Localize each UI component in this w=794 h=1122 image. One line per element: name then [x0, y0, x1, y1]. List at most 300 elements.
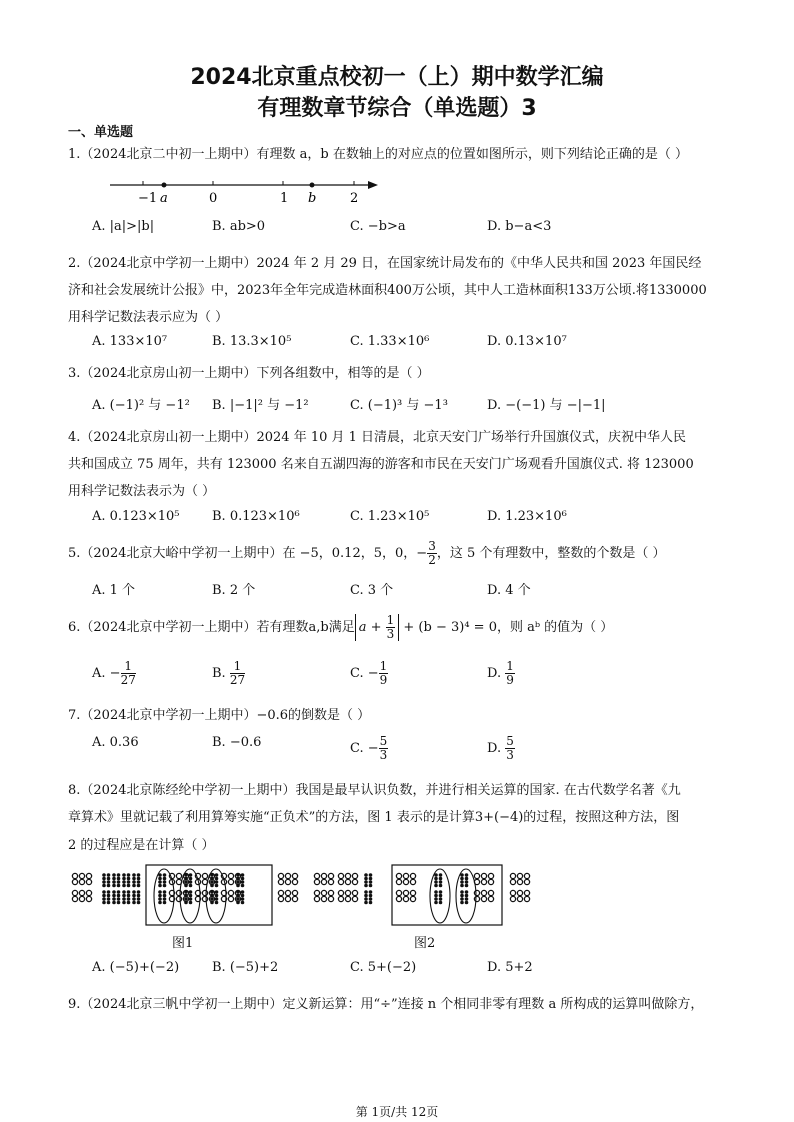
rod-ring	[176, 896, 181, 901]
rod-dot	[112, 897, 116, 901]
rod-dot	[460, 890, 464, 894]
rod-ring	[79, 873, 84, 878]
rod-ring	[228, 879, 233, 884]
q6-option-b[interactable]	[212, 660, 245, 687]
rod-dot	[439, 880, 443, 884]
question-2-line-3: 用科学记数法表示应为（ ）	[68, 310, 229, 325]
rod-dot	[210, 901, 214, 905]
rod-dot	[137, 894, 141, 898]
rod-ring	[517, 879, 522, 884]
rod-dot	[210, 873, 214, 877]
q8-option-a[interactable]: A. (−5)+(−2)	[92, 960, 180, 975]
q7-option-a[interactable]	[92, 735, 139, 750]
rod-dot	[132, 884, 136, 888]
rod-dot	[184, 901, 188, 905]
option-fraction	[230, 660, 245, 687]
rod-dot	[465, 880, 469, 884]
question-4-line-2: 共和国成立 75 周年，共有 123000 名来自五湖四海的游客和市民在天安门广场观看升国旗仪式. 将 123000	[68, 457, 694, 472]
rod-dot	[189, 877, 193, 881]
question-1-text: 1.（2024北京二中初一上期中）有理数 a，b 在数轴上的对应点的位置如图所示，则下列结论正确的是（ ）	[68, 147, 688, 162]
rod-dot	[163, 877, 167, 881]
rod-dot	[460, 880, 464, 884]
rod-ring	[352, 879, 357, 884]
document-subtitle: 有理数章节综合（单选题）3	[257, 96, 537, 121]
rod-ring	[86, 890, 91, 895]
rod-ring	[86, 879, 91, 884]
rod-ring	[86, 896, 91, 901]
option-value: −0.6	[229, 735, 262, 750]
q2-option-c[interactable]: C. 1.33×10⁶	[350, 334, 430, 349]
q1-option-b[interactable]: B. ab>0	[212, 219, 266, 234]
rod-ring	[176, 873, 181, 878]
q2-option-b[interactable]: B. 13.3×10⁵	[212, 334, 292, 349]
rod-ring	[292, 890, 297, 895]
counting-rods-figure-2	[312, 864, 542, 928]
rod-dot	[236, 894, 240, 898]
rod-dot	[210, 890, 214, 894]
axis-label: b	[308, 191, 317, 206]
rod-ring	[228, 896, 233, 901]
rod-dot	[364, 894, 368, 898]
q2-option-a[interactable]: A. 133×10⁷	[92, 334, 168, 349]
rod-dot	[117, 890, 121, 894]
rod-dot	[236, 884, 240, 888]
rod-dot	[364, 897, 368, 901]
q5-option-b[interactable]: B. 2 个	[212, 583, 256, 598]
rod-dot	[460, 894, 464, 898]
axis-label: 0	[209, 191, 218, 206]
rod-dot	[122, 894, 126, 898]
rod-dot	[132, 894, 136, 898]
rod-dot	[117, 884, 121, 888]
rod-dot	[439, 894, 443, 898]
rod-dot	[465, 897, 469, 901]
rod-ring	[396, 873, 401, 878]
option-label: B.	[212, 735, 230, 750]
rod-ring	[396, 896, 401, 901]
rod-dot	[364, 901, 368, 905]
fraction-denominator: 3	[379, 748, 388, 762]
rod-dot	[236, 880, 240, 884]
rod-ring	[86, 873, 91, 878]
rod-dot	[158, 897, 162, 901]
rod-ring	[352, 873, 357, 878]
rod-ring	[202, 896, 207, 901]
rod-dot	[137, 897, 141, 901]
rod-dot	[215, 890, 219, 894]
q3-option-d[interactable]: D. −(−1) 与 −|−1|	[487, 398, 606, 413]
rod-dot	[460, 884, 464, 888]
rod-dot	[236, 901, 240, 905]
rod-dot	[210, 877, 214, 881]
fraction-denominator: 3	[506, 748, 514, 762]
rod-ring	[410, 896, 415, 901]
rod-dot	[241, 884, 245, 888]
rod-dot	[236, 873, 240, 877]
document-title: 2024北京重点校初一（上）期中数学汇编	[190, 65, 604, 90]
rod-dot	[112, 873, 116, 877]
option-sign: −	[109, 666, 121, 681]
rod-ring	[292, 873, 297, 878]
rod-dot	[127, 901, 131, 905]
number-line-figure	[100, 172, 390, 208]
rod-dot	[107, 873, 111, 877]
rod-dot	[364, 884, 368, 888]
rod-dot	[434, 880, 438, 884]
rod-dot	[236, 877, 240, 881]
fraction-numerator: 3	[428, 539, 436, 553]
q6-option-d[interactable]	[487, 660, 515, 687]
rod-dot	[117, 880, 121, 884]
rod-dot	[112, 890, 116, 894]
rod-dot	[127, 880, 131, 884]
rod-ring	[524, 873, 529, 878]
rod-dot	[112, 901, 116, 905]
rod-ring	[328, 890, 333, 895]
rod-dot	[364, 880, 368, 884]
q1-option-d[interactable]: D. b−a<3	[487, 219, 552, 234]
rod-ring	[321, 896, 326, 901]
fraction-numerator: 1	[379, 659, 388, 673]
rod-dot	[465, 877, 469, 881]
section-heading: 一、单选题	[68, 125, 134, 140]
rod-dot	[107, 890, 111, 894]
rod-dot	[163, 880, 167, 884]
rod-dot	[137, 880, 141, 884]
rod-dot	[369, 873, 373, 877]
rod-dot	[137, 877, 141, 881]
rod-dot	[184, 873, 188, 877]
rod-dot	[189, 897, 193, 901]
rod-dot	[163, 884, 167, 888]
rod-dot	[241, 901, 245, 905]
rod-dot	[460, 901, 464, 905]
rod-dot	[364, 873, 368, 877]
rod-ring	[524, 879, 529, 884]
q6-option-c[interactable]	[350, 660, 388, 687]
rod-ring	[352, 896, 357, 901]
rod-dot	[465, 894, 469, 898]
rod-dot	[210, 897, 214, 901]
rod-dot	[215, 877, 219, 881]
rod-dot	[189, 894, 193, 898]
rod-ring	[410, 873, 415, 878]
rod-ring	[410, 879, 415, 884]
rod-ring	[314, 873, 319, 878]
rod-dot	[102, 890, 106, 894]
rod-dot	[465, 884, 469, 888]
rod-ring	[524, 890, 529, 895]
q1-option-c[interactable]: C. −b>a	[350, 219, 406, 234]
q4-option-a[interactable]: A. 0.123×10⁵	[92, 509, 180, 524]
figure-2-caption: 图2	[414, 936, 436, 951]
rod-ring	[292, 879, 297, 884]
rod-dot	[439, 897, 443, 901]
q1-option-a[interactable]: A. |a|>|b|	[92, 219, 155, 234]
rod-dot	[117, 873, 121, 877]
rod-dot	[132, 897, 136, 901]
rod-dot	[158, 880, 162, 884]
rod-dot	[434, 890, 438, 894]
q5-fraction-sign: −	[416, 546, 428, 561]
option-value: 0.36	[109, 735, 139, 750]
q6-option-a[interactable]	[92, 660, 136, 687]
rod-ring	[517, 896, 522, 901]
rod-dot	[107, 897, 111, 901]
option-sign: −	[367, 666, 379, 681]
rod-dot	[122, 884, 126, 888]
rod-ring	[228, 873, 233, 878]
fraction-numerator: 5	[506, 734, 514, 748]
rod-dot	[184, 890, 188, 894]
rod-dot	[102, 894, 106, 898]
question-7-text: 7.（2024北京中学初一上期中）−0.6的倒数是（ ）	[68, 708, 371, 723]
question-8-line-2: 章算术》里就记载了利用算筹实施“正负术”的方法，图 1 表示的是计算3+(−4)的过程，按照这种方法，图	[68, 810, 680, 825]
question-8-line-1: 8.（2024北京陈经纶中学初一上期中）我国是最早认识负数，并进行相关运算的国家. 在古代数学名著《九	[68, 783, 681, 798]
fraction-denominator: 27	[229, 673, 246, 687]
q7-option-c[interactable]	[350, 735, 388, 762]
rod-dot	[107, 877, 111, 881]
rod-ring	[338, 896, 343, 901]
option-label: A.	[92, 735, 110, 750]
question-9-text: 9.（2024北京三帆中学初一上期中）定义新运算：用“÷”连接 n 个相同非零有理数 a 所构成的运算叫做除方，	[68, 997, 704, 1012]
rod-ring	[517, 873, 522, 878]
rod-dot	[107, 884, 111, 888]
rod-dot	[184, 884, 188, 888]
rod-ring	[474, 890, 479, 895]
q7-option-d[interactable]	[487, 735, 515, 762]
q3-option-c[interactable]: C. (−1)³ 与 −1³	[350, 398, 448, 413]
rod-dot	[215, 884, 219, 888]
rod-dot	[369, 894, 373, 898]
q5-fraction	[427, 540, 437, 567]
rod-dot	[434, 877, 438, 881]
rod-ring	[410, 890, 415, 895]
rod-dot	[102, 884, 106, 888]
rod-dot	[215, 894, 219, 898]
rod-dot	[460, 877, 464, 881]
question-4-line-1: 4.（2024北京房山初一上期中）2024 年 10 月 1 日清晨，北京天安门广场举行升国旗仪式，庆祝中华人民	[68, 430, 687, 445]
rod-dot	[364, 890, 368, 894]
rod-dot	[215, 901, 219, 905]
rod-dot	[122, 890, 126, 894]
rod-ring	[396, 879, 401, 884]
q3-option-a[interactable]: A. (−1)² 与 −1²	[92, 398, 190, 413]
rod-ring	[285, 896, 290, 901]
option-label: B.	[212, 666, 230, 681]
rod-dot	[465, 901, 469, 905]
rod-dot	[434, 897, 438, 901]
rod-dot	[163, 894, 167, 898]
rod-dot	[122, 873, 126, 877]
rod-ring	[72, 890, 77, 895]
rod-ring	[321, 890, 326, 895]
rod-ring	[474, 896, 479, 901]
rod-dot	[127, 894, 131, 898]
rod-dot	[189, 884, 193, 888]
question-6-text	[68, 614, 728, 641]
rod-dot	[369, 897, 373, 901]
fraction-denominator: 27	[120, 673, 136, 687]
rod-ring	[338, 879, 343, 884]
rod-ring	[481, 873, 486, 878]
rod-dot	[132, 873, 136, 877]
rod-dot	[439, 877, 443, 881]
q3-option-b[interactable]: B. |−1|² 与 −1²	[212, 398, 309, 413]
rod-dot	[107, 894, 111, 898]
option-label: C.	[350, 666, 368, 681]
rod-dot	[112, 877, 116, 881]
rod-dot	[132, 877, 136, 881]
rod-ring	[396, 890, 401, 895]
rod-ring	[510, 879, 515, 884]
q4-option-c[interactable]: C. 1.23×10⁵	[350, 509, 430, 524]
fraction-numerator: 1	[386, 613, 395, 627]
rod-dot	[117, 894, 121, 898]
rod-dot	[189, 890, 193, 894]
rod-dot	[163, 873, 167, 877]
rod-dot	[132, 901, 136, 905]
option-label: D.	[487, 666, 506, 681]
fraction-numerator: 1	[121, 660, 136, 674]
rod-dot	[215, 880, 219, 884]
rod-dot	[189, 873, 193, 877]
rod-dot	[102, 897, 106, 901]
fraction-denominator: 2	[428, 553, 436, 567]
rod-ring	[79, 879, 84, 884]
rod-dot	[364, 877, 368, 881]
q5-option-c[interactable]: C. 3 个	[350, 583, 394, 598]
rod-ring	[345, 873, 350, 878]
q7-option-b[interactable]	[212, 735, 261, 750]
figure-1-caption: 图1	[172, 936, 194, 951]
rod-dot	[210, 880, 214, 884]
rod-ring	[328, 873, 333, 878]
rod-dot	[434, 894, 438, 898]
rod-dot	[112, 894, 116, 898]
axis-label: a	[160, 191, 168, 206]
rod-dot	[241, 894, 245, 898]
rod-dot	[460, 873, 464, 877]
fraction-denominator: 9	[379, 673, 388, 687]
rod-dot	[127, 884, 131, 888]
rod-dot	[137, 890, 141, 894]
q4-option-d[interactable]: D. 1.23×10⁶	[487, 509, 567, 524]
q8-option-c[interactable]: C. 5+(−2)	[350, 960, 417, 975]
fraction-numerator: 1	[230, 660, 245, 674]
rod-ring	[321, 879, 326, 884]
rod-dot	[163, 901, 167, 905]
rod-dot	[434, 873, 438, 877]
rod-dot	[127, 890, 131, 894]
option-fraction	[379, 660, 389, 687]
q5-option-d[interactable]: D. 4 个	[487, 583, 531, 598]
rod-dot	[215, 873, 219, 877]
rod-dot	[434, 901, 438, 905]
rod-dot	[184, 894, 188, 898]
rod-ring	[79, 890, 84, 895]
rod-ring	[314, 890, 319, 895]
rod-ring	[345, 890, 350, 895]
q4-option-b[interactable]: B. 0.123×10⁶	[212, 509, 300, 524]
rod-dot	[127, 873, 131, 877]
rod-ring	[352, 890, 357, 895]
fraction-numerator: 5	[379, 734, 388, 748]
fraction-denominator: 9	[506, 673, 514, 687]
q6-prefix: 6.（2024北京中学初一上期中）若有理数a,b满足	[68, 620, 355, 635]
rod-dot	[158, 894, 162, 898]
rod-dot	[184, 877, 188, 881]
rod-dot	[210, 894, 214, 898]
rod-dot	[107, 880, 111, 884]
rod-ring	[314, 879, 319, 884]
q8-option-b[interactable]: B. (−5)+2	[212, 960, 279, 975]
option-label: A.	[92, 666, 110, 681]
rod-ring	[403, 873, 408, 878]
rod-ring	[474, 879, 479, 884]
rod-ring	[285, 890, 290, 895]
rod-ring	[345, 896, 350, 901]
question-2-line-2: 济和社会发展统计公报》中，2023年全年完成造林面积400万公顷，其中人工造林面积133万公顷.将1330000	[68, 283, 707, 298]
rod-ring	[176, 890, 181, 895]
question-5-text	[68, 540, 728, 567]
rod-dot	[137, 884, 141, 888]
q6-absolute-value	[355, 614, 400, 641]
rod-dot	[369, 884, 373, 888]
rod-dot	[434, 884, 438, 888]
rod-ring	[278, 873, 283, 878]
rod-dot	[102, 880, 106, 884]
rod-ring	[338, 873, 343, 878]
rod-ring	[202, 890, 207, 895]
rod-dot	[122, 877, 126, 881]
option-label: D.	[487, 741, 506, 756]
rod-ring	[403, 896, 408, 901]
q5-option-a[interactable]: A. 1 个	[92, 583, 136, 598]
question-2-line-1: 2.（2024北京中学初一上期中）2024 年 2 月 29 日，在国家统计局发布的《中华人民共和国 2023 年国民经	[68, 256, 702, 271]
rod-ring	[278, 890, 283, 895]
rod-dot	[189, 880, 193, 884]
q2-option-d[interactable]: D. 0.13×10⁷	[487, 334, 567, 349]
rod-dot	[439, 873, 443, 877]
rod-dot	[189, 901, 193, 905]
rod-dot	[184, 880, 188, 884]
rod-dot	[369, 890, 373, 894]
option-label: C.	[350, 741, 368, 756]
rod-dot	[465, 890, 469, 894]
rod-dot	[241, 880, 245, 884]
rod-dot	[137, 901, 141, 905]
rod-dot	[102, 873, 106, 877]
rod-dot	[163, 897, 167, 901]
rod-ring	[474, 873, 479, 878]
rod-ring	[338, 890, 343, 895]
rod-ring	[345, 879, 350, 884]
q8-option-d[interactable]: D. 5+2	[487, 960, 533, 975]
rod-ring	[278, 879, 283, 884]
rod-ring	[403, 890, 408, 895]
rod-ring	[328, 896, 333, 901]
question-3-text: 3.（2024北京房山初一上期中）下列各组数中，相等的是（ ）	[68, 366, 430, 381]
rod-ring	[278, 896, 283, 901]
rod-ring	[510, 896, 515, 901]
rod-dot	[460, 897, 464, 901]
option-fraction	[121, 660, 136, 687]
rod-dot	[158, 884, 162, 888]
rod-dot	[122, 880, 126, 884]
rod-ring	[403, 879, 408, 884]
rod-dot	[102, 877, 106, 881]
